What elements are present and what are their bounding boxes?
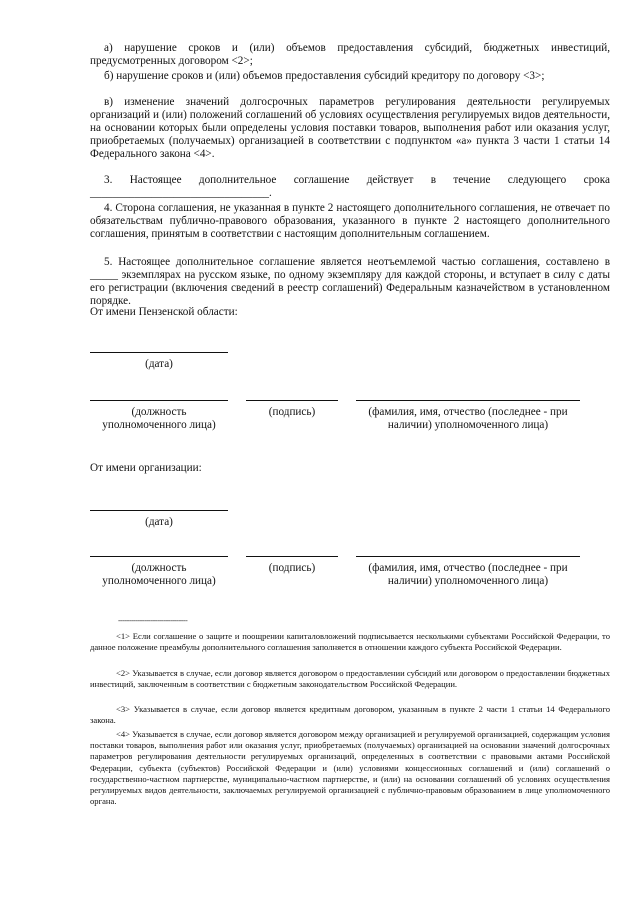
signature-heading-organization: От имени организации: xyxy=(90,462,202,474)
footnote-4: <4> Указывается в случае, если договор является договором между организацией и регулируемой организацией, содержащим условия поставки товаров, выполнения работ или оказания услуг, приобретаемых (получаемых) организацией на основании значений долгосрочных параметров регулирования деятельности регулируемых организаций, определенных в соответствии с правовыми актами Российской Федерации, субъекта (субъектов) Российской Федерации и (или) условиями концессионных соглашений и (или) соглашений о государственно-частном партнерстве, муниципально-частном партнерстве, и (или) на основании соглашений об условиях осуществления регулируемых видов деятельности, заключаемых регулируемой организацией с публично-правовым образованием в лице уполномоченного органа. xyxy=(90,729,610,807)
clause-a: а) нарушение сроков и (или) объемов предоставления субсидий, бюджетных инвестиций, предусмотренных договором <2>; xyxy=(90,42,610,67)
signature-line xyxy=(246,400,338,401)
date-line xyxy=(90,352,228,353)
fio-line xyxy=(356,556,580,557)
footnote-separator: -------------------------------- xyxy=(118,616,188,625)
date-caption: (дата) xyxy=(145,358,173,370)
date-line xyxy=(90,510,228,511)
clause-b: б) нарушение сроков и (или) объемов предоставления субсидий кредитору по договору <3>; xyxy=(104,70,545,82)
position-caption: (должность уполномоченного лица) xyxy=(102,562,216,587)
fio-caption: (фамилия, имя, отчество (последнее - при наличии) уполномоченного лица) xyxy=(368,406,568,431)
signature-line xyxy=(246,556,338,557)
position-caption: (должность уполномоченного лица) xyxy=(102,406,216,431)
footnote-1: <1> Если соглашение о защите и поощрении капиталовложений подписывается несколькими субъектами Российской Федерации, то данное положение преамбулы дополнительного соглашения заполняется в отношении каждого субъекта Российской Федерации. xyxy=(90,631,610,653)
clause-3: 3. Настоящее дополнительное соглашение действует в течение следующего срока ________________________________. xyxy=(90,174,610,199)
clause-5: 5. Настоящее дополнительное соглашение является неотъемлемой частью соглашения, составлено в _____ экземплярах на русском языке, по одному экземпляру для каждой стороны, и вступает в силу с даты его регистрации (включения сведений в реестр соглашений) Федеральным казначейством в установленном порядке. xyxy=(90,256,610,307)
footnote-2: <2> Указывается в случае, если договор является договором о предоставлении субсидий или договором о предоставлении бюджетных инвестиций, заключенным в соответствии с бюджетным законодательством Российской Федерации. xyxy=(90,668,610,690)
date-caption: (дата) xyxy=(145,516,173,528)
fio-caption: (фамилия, имя, отчество (последнее - при наличии) уполномоченного лица) xyxy=(368,562,568,587)
signature-heading-region: От имени Пензенской области: xyxy=(90,306,238,318)
footnote-3: <3> Указывается в случае, если договор является кредитным договором, указанным в пункте 2 части 1 статьи 14 Федерального закона. xyxy=(90,704,610,726)
position-line xyxy=(90,400,228,401)
clause-v: в) изменение значений долгосрочных параметров регулирования деятельности регулируемых организаций и (или) положений соглашений об условиях осуществления регулируемых видов деятельности, на основании которых были определены условия поставки товаров, выполнения работ или оказания услуг, приобретаемых (получаемых) организацией в соответствии с подпунктом «а» пункта 3 части 1 статьи 14 Федерального закона <4>. xyxy=(90,96,610,160)
signature-caption: (подпись) xyxy=(268,406,316,418)
fio-line xyxy=(356,400,580,401)
clause-4: 4. Сторона соглашения, не указанная в пункте 2 настоящего дополнительного соглашения, не отвечает по обязательствам публично-правового образования, указанного в пункте 2 настоящего дополнительного соглашения, принятым в соответствии с настоящим дополнительным соглашением. xyxy=(90,202,610,240)
signature-caption: (подпись) xyxy=(268,562,316,574)
position-line xyxy=(90,556,228,557)
